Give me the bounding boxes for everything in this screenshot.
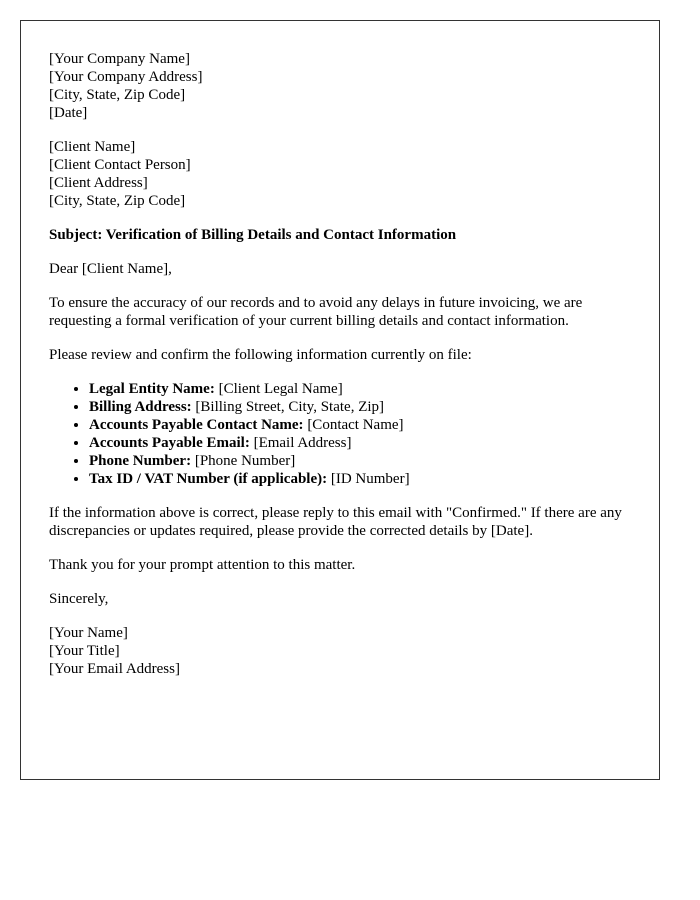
detail-value: [Phone Number] <box>191 453 296 469</box>
subject-line: Subject: Verification of Billing Details and Contact Information <box>49 227 457 243</box>
client-city-state-zip: [City, State, Zip Code] <box>49 193 186 209</box>
sender-company-address: [Your Company Address] <box>49 69 203 85</box>
signature-title: [Your Title] <box>49 643 120 659</box>
detail-value: [Billing Street, City, State, Zip] <box>191 399 385 415</box>
signature-email: [Your Email Address] <box>49 661 180 677</box>
detail-label: Accounts Payable Contact Name: <box>89 417 304 433</box>
salutation: Dear [Client Name], <box>49 261 172 277</box>
list-item <box>89 434 631 452</box>
sender-company-name: [Your Company Name] <box>49 51 190 67</box>
client-contact-person: [Client Contact Person] <box>49 157 191 173</box>
list-item <box>89 452 631 470</box>
client-name: [Client Name] <box>49 139 136 155</box>
list-item <box>89 398 631 416</box>
closing: Sincerely, <box>49 591 109 607</box>
list-item <box>89 416 631 434</box>
detail-label: Accounts Payable Email: <box>89 435 250 451</box>
detail-label: Tax ID / VAT Number (if applicable): <box>89 471 328 487</box>
thanks-paragraph: Thank you for your prompt attention to this matter. <box>49 557 356 573</box>
signature-name: [Your Name] <box>49 625 128 641</box>
detail-label: Billing Address: <box>89 399 192 415</box>
detail-value: [ID Number] <box>327 471 410 487</box>
list-item <box>89 380 631 398</box>
list-item <box>89 470 631 488</box>
intro-paragraph: To ensure the accuracy of our records and to avoid any delays in future invoicing, we are requesting a formal verification of your current billing details and contact information. <box>49 295 583 329</box>
client-block <box>49 138 631 210</box>
details-list <box>49 380 631 488</box>
detail-label: Phone Number: <box>89 453 192 469</box>
detail-value: [Contact Name] <box>303 417 404 433</box>
review-paragraph: Please review and confirm the following information currently on file: <box>49 347 472 363</box>
letter-date: [Date] <box>49 105 88 121</box>
detail-value: [Client Legal Name] <box>214 381 343 397</box>
detail-value: [Email Address] <box>249 435 352 451</box>
sender-block <box>49 50 631 122</box>
signature-block <box>49 624 631 678</box>
confirm-paragraph: If the information above is correct, please reply to this email with "Confirmed." If there are any discrepancies or updates required, please provide the corrected details by [Date]. <box>49 505 622 539</box>
detail-label: Legal Entity Name: <box>89 381 215 397</box>
sender-city-state-zip: [City, State, Zip Code] <box>49 87 186 103</box>
client-address: [Client Address] <box>49 175 148 191</box>
letter-page <box>20 20 660 780</box>
